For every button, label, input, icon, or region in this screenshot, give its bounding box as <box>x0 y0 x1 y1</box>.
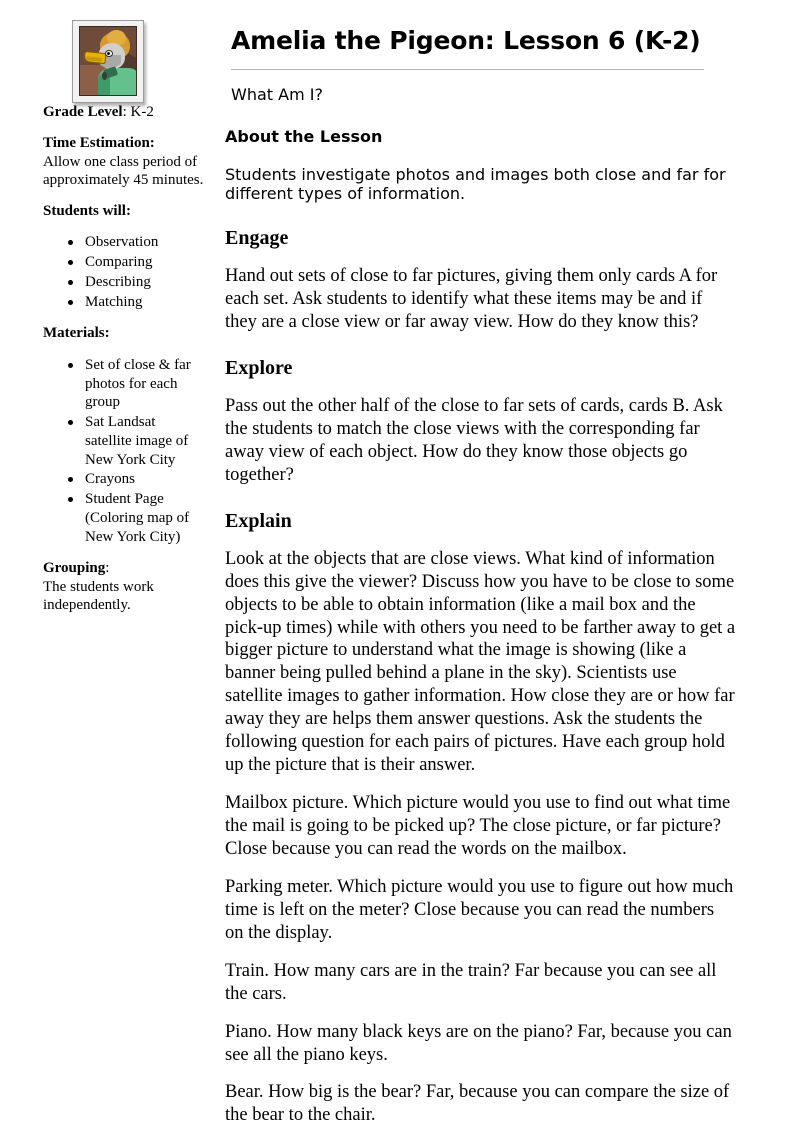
section-paragraph: Look at the objects that are close views. What kind of information does this give the viewer? Discuss how you have to be close to some objects to be able to obtain information (like a mail box and the pick-up times) while with others you need to be farther away to get a bigger picture to understand what the image is showing (like a banner being pulled behind a plane in the sky). Scientists use satellite images to gather information. How close they are or how far away they are helps them answer questions. Ask the students the following question for each pairs of pictures. Have each group hold up the picture that is their answer. <box>225 548 736 776</box>
section-paragraph: Bear. How big is the bear? Far, because you can compare the size of the bear to the chair. <box>225 1082 730 1126</box>
main-content <box>225 0 790 1127</box>
list-item: Crayons <box>68 470 205 489</box>
grouping-label: Grouping <box>43 560 106 577</box>
about-the-lesson-heading: About the Lesson <box>225 126 383 146</box>
list-item: Student Page (Coloring map of New York City) <box>68 490 205 546</box>
grade-level-line <box>43 103 205 121</box>
page-title: Amelia the Pigeon: Lesson 6 (K-2) <box>231 26 701 55</box>
materials-label: Materials: <box>43 325 110 342</box>
logo-container <box>0 0 215 103</box>
students-will-label: Students will: <box>43 203 131 220</box>
section-heading-explore: Explore <box>225 356 293 379</box>
section-paragraph: Pass out the other half of the close to far sets of cards, cards B. Ask the students to match the close views with the corresponding far away view of each object. How do they know those objects go together? <box>225 395 723 485</box>
sidebar-content <box>0 103 215 614</box>
section-heading-explain: Explain <box>225 509 292 532</box>
students-will-list <box>43 233 205 311</box>
time-estimation-value: Allow one class period of approximately 45 minutes. <box>43 153 204 188</box>
list-item: Sat Landsat satellite image of New York City <box>68 413 205 469</box>
list-item: Set of close & far photos for each group <box>68 356 205 412</box>
section-paragraph: Piano. How many black keys are on the piano? Far, because you can see all the piano keys. <box>225 1021 732 1065</box>
materials-list <box>43 356 205 547</box>
page-subtitle: What Am I? <box>231 84 323 104</box>
grouping-value: The students work independently. <box>43 578 154 613</box>
list-item: Observation <box>68 233 205 252</box>
section-paragraph: Parking meter. Which picture would you use to figure out how much time is left on the meter? Close because you can read the numbers on the display. <box>225 876 734 943</box>
students-will-label-wrap <box>43 202 205 220</box>
list-item: Describing <box>68 273 205 292</box>
about-the-lesson-body: Students investigate photos and images both close and far for different types of information. <box>225 164 726 204</box>
materials-label-wrap <box>43 324 205 342</box>
time-estimation-block <box>43 134 205 189</box>
grade-level-label: Grade Level <box>43 104 123 120</box>
title-divider <box>231 69 704 70</box>
grouping-block <box>43 559 205 614</box>
sidebar <box>0 0 215 627</box>
section-paragraph: Train. How many cars are in the train? Far because you can see all the cars. <box>225 960 717 1004</box>
grouping-colon: : <box>105 560 110 577</box>
section-paragraph: Mailbox picture. Which picture would you use to find out what time the mail is going to be picked up? The close picture, or far picture? Close because you can read the words on the mailbox. <box>225 793 731 859</box>
grade-level-value: : K-2 <box>122 104 154 120</box>
section-heading-engage: Engage <box>225 227 289 250</box>
list-item: Comparing <box>68 253 205 272</box>
section-paragraph: Hand out sets of close to far pictures, giving them only cards A for each set. Ask students to identify what these items may be and if they are a close view or far away view. How do they know this? <box>225 266 718 333</box>
time-estimation-label: Time Estimation: <box>43 135 155 152</box>
amelia-pigeon-portrait-icon <box>72 20 144 103</box>
list-item: Matching <box>68 293 205 312</box>
